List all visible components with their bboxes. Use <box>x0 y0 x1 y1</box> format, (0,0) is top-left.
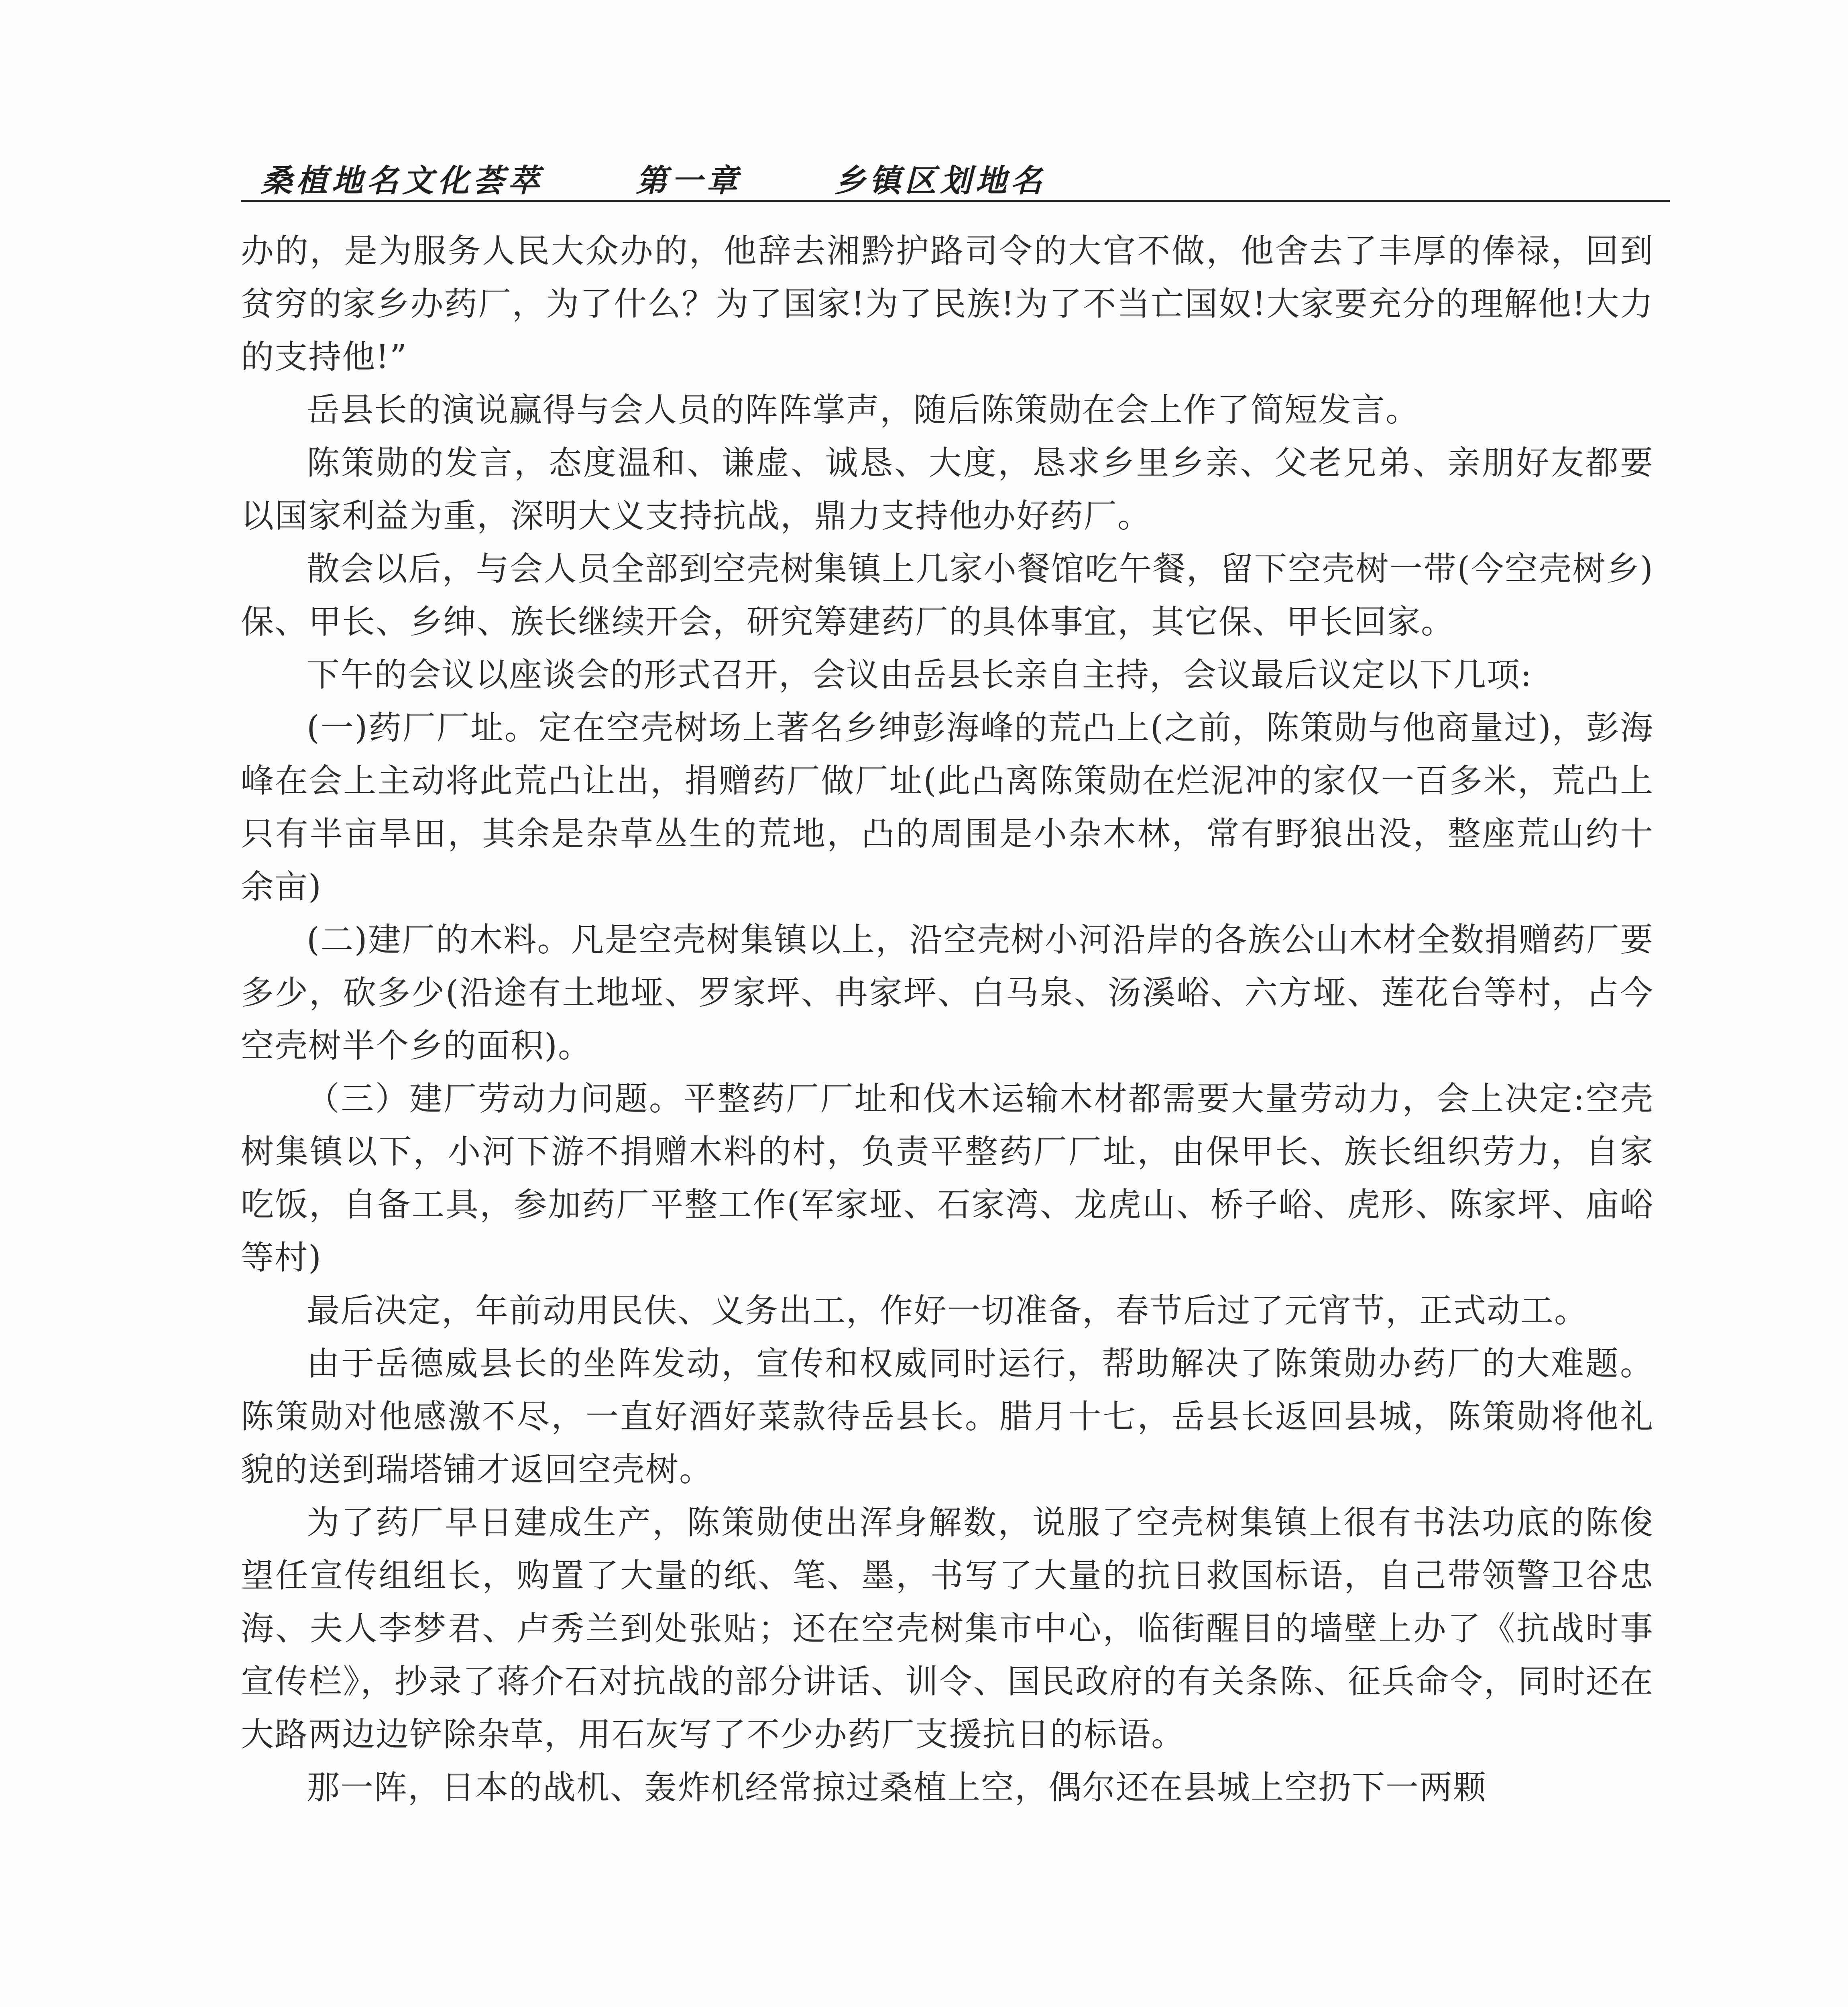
body-text <box>241 225 1654 1814</box>
paragraph: 陈策勋的发言，态度温和、谦虚、诚恳、大度，恳求乡里乡亲、父老兄弟、亲朋好友都要以国家利益为重，深明大义支持抗战，鼎力支持他办好药厂。 <box>241 444 1654 535</box>
paragraph: 那一阵，日本的战机、轰炸机经常掠过桑植上空，偶尔还在县城上空扔下一两颗 <box>307 1769 1487 1807</box>
paragraph: （三）建厂劳动力问题。平整药厂厂址和伐木运输木材都需要大量劳动力，会上决定:空壳树集镇以下，小河下游不捐赠木料的村，负责平整药厂厂址，由保甲长、族长组织劳力，自家吃饭，自备工具，参加药厂平整工作(军家垭、石家湾、龙虎山、桥子峪、虎形、陈家坪、庙峪等村) <box>241 1080 1654 1277</box>
header-chapter: 第一章 <box>636 163 742 199</box>
paragraph: (二)建厂的木料。凡是空壳树集镇以上，沿空壳树小河沿岸的各族公山木材全数捐赠药厂要多少，砍多少(沿途有土地垭、罗家坪、冉家坪、白马泉、汤溪峪、六方垭、莲花台等村，占今空壳树半个乡的面积)。 <box>241 921 1654 1065</box>
header-book-title: 桑植地名文化荟萃 <box>261 163 544 199</box>
paragraph: 办的，是为服务人民大众办的，他辞去湘黔护路司令的大官不做，他舍去了丰厚的俸禄，回到贫穷的家乡办药厂，为了什么？为了国家!为了民族!为了不当亡国奴!大家要充分的理解他!大力的支持他!” <box>241 232 1654 376</box>
paragraph: 岳县长的演说赢得与会人员的阵阵掌声，随后陈策勋在会上作了简短发言。 <box>307 391 1420 429</box>
running-header <box>257 140 1654 201</box>
paragraph: 由于岳德威县长的坐阵发动，宣传和权威同时运行，帮助解决了陈策勋办药厂的大难题。陈策勋对他感激不尽，一直好酒好菜款待岳县长。腊月十七，岳县长返回县城，陈策勋将他礼貌的送到瑞塔铺才返回空壳树。 <box>241 1345 1654 1489</box>
header-section: 乡镇区划地名 <box>834 163 1046 199</box>
paragraph: 为了药厂早日建成生产，陈策勋使出浑身解数，说服了空壳树集镇上很有书法功底的陈俊望任宣传组组长，购置了大量的纸、笔、墨，书写了大量的抗日救国标语，自己带领警卫谷忠海、夫人李梦君、卢秀兰到处张贴；还在空壳树集市中心，临街醒目的墙壁上办了《抗战时事宣传栏》，抄录了蒋介石对抗战的部分讲话、训令、国民政府的有关条陈、征兵命令，同时还在大路两边边铲除杂草，用石灰写了不少办药厂支援抗日的标语。 <box>241 1504 1654 1754</box>
header-rule-divider <box>241 200 1670 202</box>
paragraph: 下午的会议以座谈会的形式召开，会议由岳县长亲自主持，会议最后议定以下几项: <box>307 656 1533 694</box>
paragraph: (一)药厂厂址。定在空壳树场上著名乡绅彭海峰的荒凸上(之前，陈策勋与他商量过)，彭海峰在会上主动将此荒凸让出，捐赠药厂做厂址(此凸离陈策勋在烂泥冲的家仅一百多米，荒凸上只有半亩旱田，其余是杂草丛生的荒地，凸的周围是小杂木林，常有野狼出没，整座荒山约十余亩) <box>241 709 1654 906</box>
paragraph: 散会以后，与会人员全部到空壳树集镇上几家小餐馆吃午餐，留下空壳树一带(今空壳树乡)保、甲长、乡绅、族长继续开会，研究筹建药厂的具体事宜，其它保、甲长回家。 <box>241 550 1654 641</box>
paragraph: 最后决定，年前动用民伕、义务出工，作好一切准备，春节后过了元宵节，正式动工。 <box>307 1292 1588 1330</box>
